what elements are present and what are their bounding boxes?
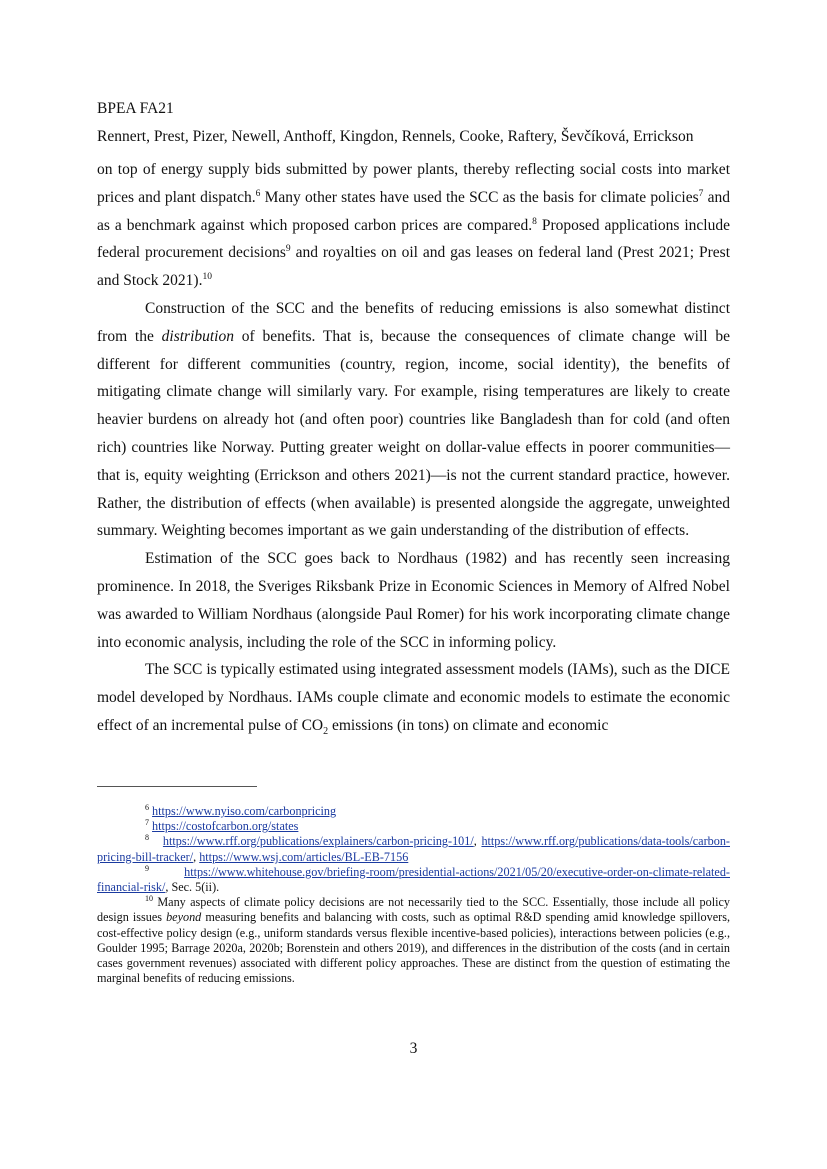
footnote-ref-6[interactable]: 6	[255, 188, 261, 199]
footnote-ref-9[interactable]: 9	[285, 244, 291, 255]
footnote-7-link[interactable]: https://costofcarbon.org/states	[152, 819, 299, 834]
paragraph-3: Estimation of the SCC goes back to Nordhaus (1982) and has recently seen increasing prominence. In 2018, the Sveriges Riksbank Prize in Economic Sciences in Memory of Alfred Nobel was awarded to William Nordhaus (alongside Paul Romer) for his work incorporating climate change into economic analysis, including the role of the SCC in informing policy.	[97, 550, 730, 651]
subscript: 2	[323, 726, 329, 738]
footnote-8: $^8$ https://www.rff.org/publications/explainers/carbon-pricing-101/, https://www.rff.org/publications/data-tools/carbon-pricing-bill-tracker/, https://www.wsj.com/articles/BL-EB-7156	[97, 833, 730, 864]
paragraph-2: Construction of the SCC and the benefits of reducing emissions is also somewhat distinct from the distribution of benefits. That is, because the consequences of climate change will be different for different communities (country, region, income, social identity), the benefits of mitigating climate change will similarly vary. For example, rising temperatures are likely to create heavier burdens on already hot (and often poor) countries like Bangladesh than for cold (and often rich) countries like Norway. Putting greater weight on dollar-value effects in poorer communities—that is, equity weighting (Errickson and others 2021)—is not the current standard practice, however. Rather, the distribution of effects (when available) is presented alongside the aggregate, unweighted summary. Weighting becomes important as we gain understanding of the distribution of effects.	[97, 299, 730, 540]
footnote-9: $^9$ https://www.whitehouse.gov/briefing-room/presidential-actions/2021/05/20/executive-order-on-climate-related-financial-risk/, Sec. 5(ii).	[97, 863, 730, 895]
body-text	[97, 156, 730, 740]
footnote-6: $^6$ https://www.nyiso.com/carbonpricing	[145, 802, 337, 818]
page-number: 3	[409, 1040, 418, 1057]
paragraph-1: on top of energy supply bids submitted by power plants, thereby reflecting social costs into market prices and plant dispatch.$^6$ Many other states have used the SCC as the basis for climate policies$^7$ and as a benchmark against which proposed carbon prices are compared.$^8$ Proposed applications include federal procurement decisions$^9$ and royalties on oil and gas leases on federal land (Prest 2021; Prest and Stock 2021).$^{10}$	[97, 161, 731, 290]
author-list: Rennert, Prest, Pizer, Newell, Anthoff, Kingdon, Rennels, Cooke, Raftery, Ševčíková, Errickson	[97, 128, 694, 145]
footnote-6-link[interactable]: https://www.nyiso.com/carbonpricing	[152, 804, 337, 818]
paragraph-4: The SCC is typically estimated using integrated assessment models (IAMs), such as the DICE model developed by Nordhaus. IAMs couple climate and economic models to estimate the economic effect of an incremental pulse of $CO_2$ emissions (in tons) on climate and economic	[97, 661, 730, 738]
emphasis: distribution	[161, 327, 234, 345]
footnote-7: $^7$ https://costofcarbon.org/states	[145, 818, 299, 834]
footnote-8-link-1[interactable]: https://www.rff.org/publications/explainers/carbon-pricing-101/	[162, 834, 474, 849]
footnote-ref-8[interactable]: 8	[532, 216, 537, 227]
journal-header: BPEA FA21	[97, 100, 174, 117]
footnote-ref-10[interactable]: 10	[202, 272, 212, 283]
footnotes	[97, 804, 730, 986]
footnote-9-link[interactable]: https://www.whitehouse.gov/briefing-room/presidential-actions/2021/05/20/executive-order-on-climate-related-financial-risk/	[97, 864, 730, 895]
footnote-8-link-2[interactable]: https://www.rff.org/publications/data-tools/carbon-pricing-bill-tracker/	[97, 834, 730, 864]
footnote-8-link-3[interactable]: https://www.wsj.com/articles/BL-EB-7156	[199, 849, 409, 864]
footnote-ref-7[interactable]: 7	[698, 188, 704, 199]
footnote-10: $^{10}$ Many aspects of climate policy decisions are not necessarily tied to the SCC. Essentially, those include all policy design issues beyond measuring benefits and balancing with costs, such as optimal R&D spending amid knowledge spillovers, cost-effective policy design (e.g., uniform standards versus flexible incentive-based policies), interactions between policies (e.g., Goulder 1995; Barrage 2020a, 2020b; Borenstein and others 2019), and differences in the distribution of the costs (and in certain cases government revenues) associated with different policy approaches. These are distinct from the question of estimating the marginal benefits of reducing emissions.	[97, 894, 731, 986]
footnote-separator	[97, 786, 257, 787]
